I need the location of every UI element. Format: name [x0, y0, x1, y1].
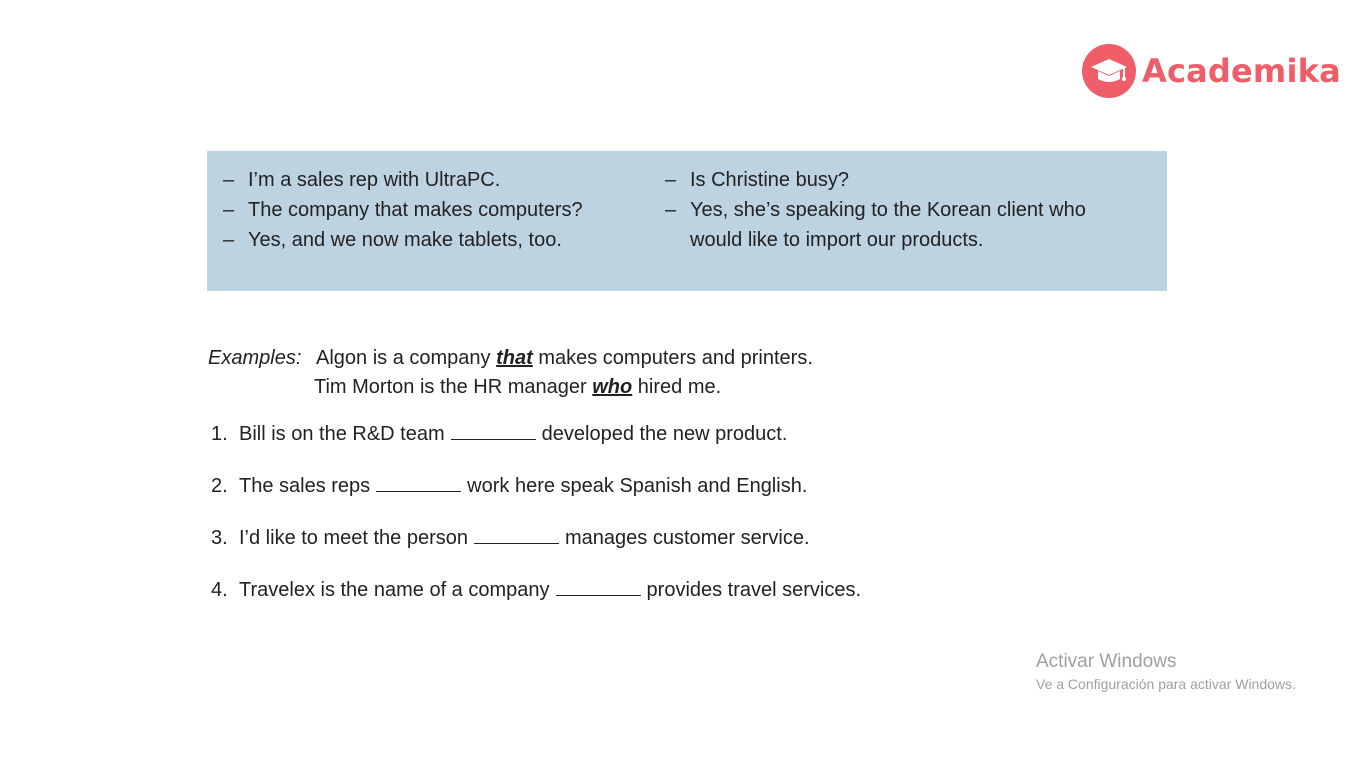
example-line — [208, 373, 813, 402]
dialogue-line — [223, 195, 643, 225]
exercise-text: developed the new product. — [541, 423, 788, 445]
watermark-title: Activar Windows — [1036, 651, 1177, 672]
exercise-number: 4. — [211, 579, 228, 601]
exercise-number: 2. — [211, 475, 228, 497]
dialogue-text: The company that makes computers? — [248, 199, 583, 221]
dialogue-right-column — [665, 165, 1145, 255]
answer-blank — [556, 571, 641, 596]
relative-pronoun: who — [592, 376, 633, 398]
dialogue-line — [665, 195, 1145, 225]
windows-activation-watermark — [1036, 651, 1296, 695]
dialogue-line — [665, 165, 1145, 195]
exercise-item — [211, 415, 861, 467]
example-line — [208, 344, 813, 373]
exercise-text: Bill is on the R&D team — [239, 423, 445, 445]
answer-blank — [376, 467, 461, 492]
dialogue-left-column — [223, 165, 643, 255]
dialogue-text: Yes, she’s speaking to the Korean client who — [690, 199, 1086, 221]
exercise-item — [211, 571, 861, 623]
dialogue-text: Is Christine busy? — [690, 169, 849, 191]
exercise-text: I’d like to meet the person — [239, 527, 469, 549]
dash-spacer — [665, 225, 690, 255]
logo-text: Academika — [1142, 52, 1341, 90]
exercise-item — [211, 467, 861, 519]
answer-blank — [451, 415, 536, 440]
answer-blank — [474, 519, 559, 544]
dialogue-text: Yes, and we now make tablets, too. — [248, 229, 562, 251]
dash: – — [223, 169, 235, 191]
exercise-text: provides travel services. — [646, 579, 862, 601]
exercise-text: Travelex is the name of a company — [239, 579, 550, 601]
example-text: makes computers and printers. — [532, 347, 813, 369]
exercise-text: work here speak Spanish and English. — [467, 475, 808, 497]
example-sentence — [314, 373, 721, 402]
graduation-cap-icon — [1089, 54, 1129, 88]
logo-badge — [1082, 44, 1136, 98]
indent — [208, 373, 314, 402]
exercise-list — [211, 415, 861, 623]
dialogue-text: would like to import our products. — [690, 229, 984, 251]
relative-pronoun: that — [496, 347, 533, 369]
dialogue-text: I’m a sales rep with UltraPC. — [248, 169, 501, 191]
dash: – — [665, 199, 677, 221]
dialogue-line — [665, 225, 1145, 255]
exercise-text: manages customer service. — [565, 527, 810, 549]
dialogue-line — [223, 165, 643, 195]
example-text: Tim Morton is the HR manager — [314, 376, 593, 398]
academika-logo — [1082, 43, 1341, 99]
example-text: Algon is a company — [316, 347, 497, 369]
exercise-number: 1. — [211, 423, 228, 445]
examples-label: Examples: — [208, 347, 302, 369]
example-sentence — [316, 344, 813, 373]
dash: – — [223, 199, 235, 221]
dialogue-box — [207, 151, 1167, 291]
exercise-text: The sales reps — [239, 475, 371, 497]
exercise-item — [211, 519, 861, 571]
watermark-subtitle: Ve a Configuración para activar Windows. — [1036, 676, 1296, 692]
example-text: hired me. — [632, 376, 722, 398]
dash: – — [223, 229, 235, 251]
dash: – — [665, 169, 677, 191]
examples-block — [208, 344, 813, 402]
dialogue-line — [223, 225, 643, 255]
exercise-number: 3. — [211, 527, 228, 549]
